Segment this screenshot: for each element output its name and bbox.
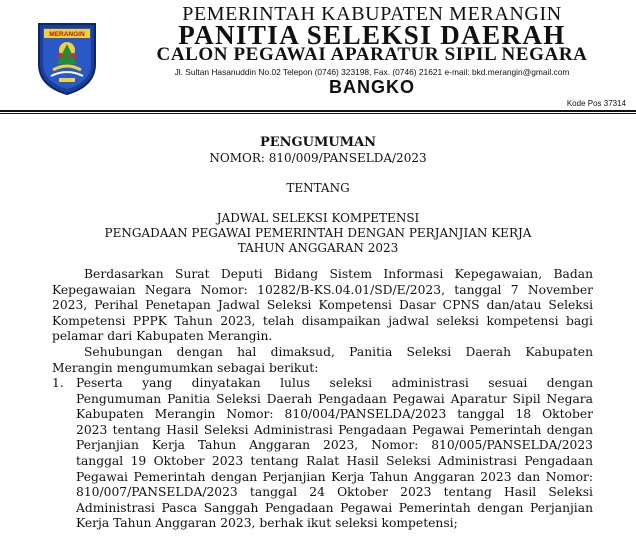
list-line: 2023 tentang Hasil Seleksi Administrasi Pengadaan Pegawai Pemerintah dengan: [76, 422, 593, 437]
merangin-emblem-logo: [35, 18, 99, 96]
paragraph-follow-up: [52, 345, 593, 376]
letterhead-government: PEMERINTAH KABUPATEN MERANGIN: [182, 3, 562, 25]
list-line: Perjanjian Kerja Tahun Anggaran 2023, Nomor: 810/005/PANSELDA/2023: [76, 438, 593, 453]
announcement-number: NOMOR: 810/009/PANSELDA/2023: [209, 151, 427, 165]
list-line: Pengumuman Panitia Seleksi Daerah Pengadaan Pegawai Aparatur Sipil Negara: [76, 391, 593, 406]
announcement-about: TENTANG: [286, 181, 350, 195]
announcement-title: PENGUMUMAN: [259, 135, 377, 150]
announcement-subject-3: TAHUN ANGGARAN 2023: [237, 241, 399, 255]
list-item-number: 1.: [52, 376, 64, 390]
list-line: tanggal 19 Oktober 2023 tentang Ralat Hasil Seleksi Administrasi Pengadaan: [76, 453, 593, 468]
list-item: [52, 376, 593, 536]
paragraph-line: Kompetensi PPPK Tahun 2023, telah disampaikan jadwal seleksi kompetensi bagi: [52, 313, 593, 328]
letterhead-address: Jl. Sultan Hasanuddin No.02 Telepon (0746) 323198, Fax. (0746) 21621 e-mail: bkd.merangin@gmail.com: [174, 67, 570, 77]
announcement-subject-1: JADWAL SELEKSI KOMPETENSI: [216, 211, 420, 225]
paragraph-line: Berdasarkan Surat Deputi Bidang Sistem Informasi Kepegawaian, Badan: [84, 267, 593, 281]
list-line: Peserta yang dinyatakan lulus seleksi administrasi sesuai dengan: [76, 376, 593, 390]
letterhead-divider-thin: [0, 113, 636, 114]
announcement-subject-2: PENGADAAN PEGAWAI PEMERINTAH DENGAN PERJANJIAN KERJA: [104, 226, 532, 240]
list-line: Pegawai Pemerintah dengan Perjanjian Kerja Tahun Anggaran 2023 dan Nomor:: [76, 469, 593, 484]
paragraph-line: Kepegawaian Negara Nomor: 10282/B-KS.04.01/SD/E/2023, tanggal 7 November: [52, 282, 593, 297]
paragraph-intro: [52, 267, 593, 345]
paragraph-line: 2023, Perihal Penetapan Jadwal Seleksi Kompetensi Dasar CPNS dan/atau Seleksi: [52, 298, 593, 313]
letterhead-divider: [0, 110, 636, 112]
letterhead-city: BANGKO: [329, 77, 415, 97]
list-line: Kabupaten Merangin Nomor: 810/004/PANSELDA/2023 tanggal 18 Oktober: [76, 407, 593, 422]
letterhead-postal-code: Kode Pos 37314: [566, 99, 626, 108]
list-item-text: [76, 376, 593, 532]
emblem-text: MERANGIN: [49, 31, 85, 38]
list-line: Administrasi Pasca Sanggah Pengadaan Pegawai Pemerintah dengan Perjanjian: [76, 500, 593, 515]
letterhead-committee: PANITIA SELEKSI DAERAH: [178, 20, 566, 50]
list-line: Kerja Tahun Anggaran 2023, berhak ikut seleksi kompetensi;: [76, 516, 458, 531]
list-line: 810/007/PANSELDA/2023 tanggal 24 Oktober 2023 tentang Hasil Seleksi: [76, 485, 593, 500]
paragraph-line: Sehubungan dengan hal dimaksud, Panitia Seleksi Daerah Kabupaten: [84, 345, 593, 359]
paragraph-line: Merangin mengumumkan sebagai berikut:: [52, 360, 319, 375]
letterhead-subtitle: CALON PEGAWAI APARATUR SIPIL NEGARA: [156, 44, 588, 65]
paragraph-line: pelamar dari Kabupaten Merangin.: [52, 329, 273, 344]
